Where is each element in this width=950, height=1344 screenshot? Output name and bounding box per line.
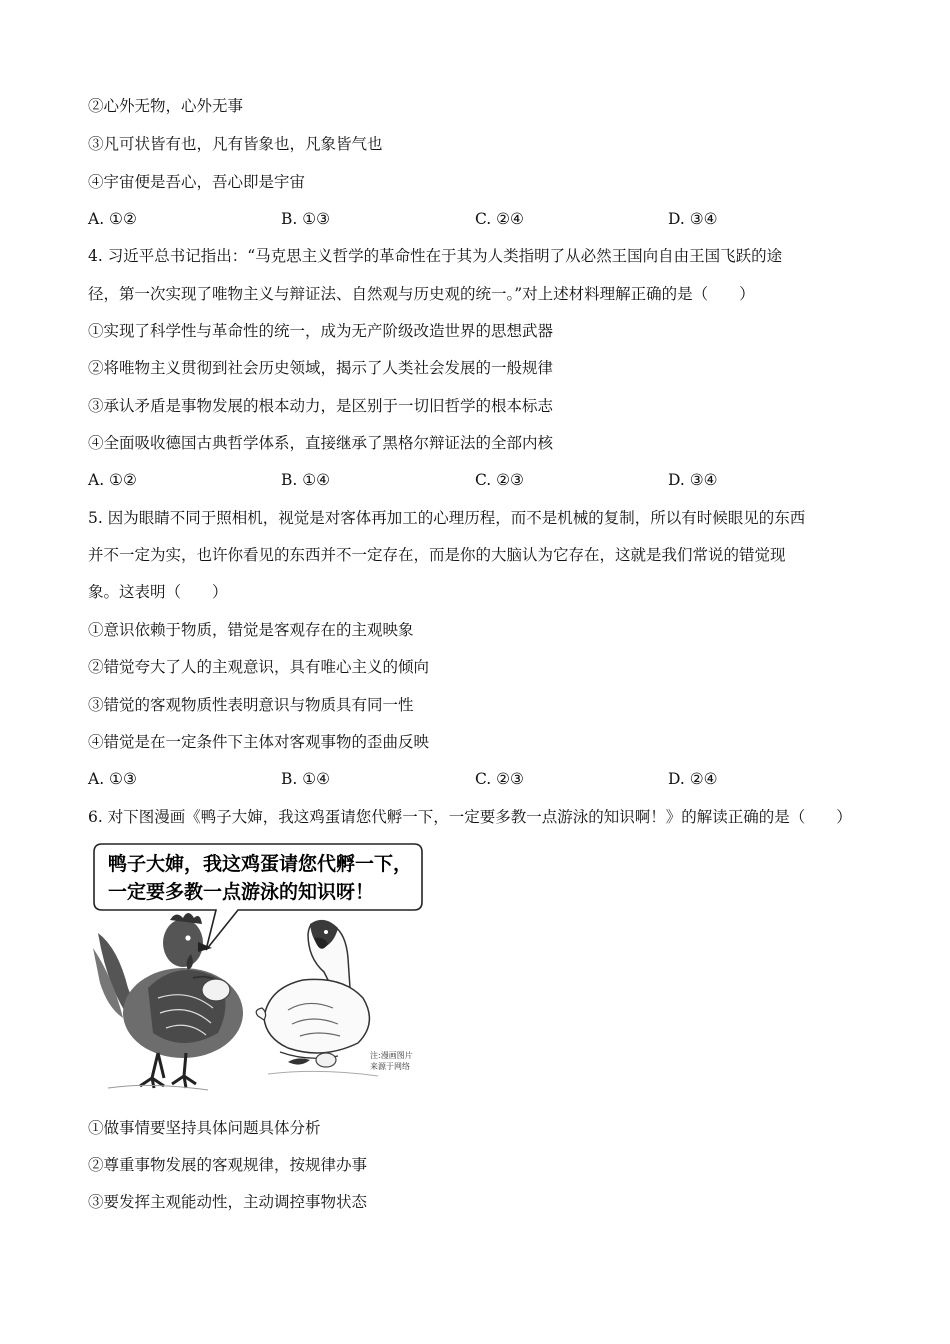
speech-line-1: 鸭子大婶，我这鸡蛋请您代孵一下， bbox=[108, 853, 413, 875]
q4-option-a[interactable]: A. ①② bbox=[88, 471, 137, 489]
q5-item-4: ④错觉是在一定条件下主体对客观事物的歪曲反映 bbox=[88, 733, 430, 751]
q4-option-b[interactable]: B. ①④ bbox=[281, 471, 331, 489]
q3-item-4: ④宇宙便是吾心，吾心即是宇宙 bbox=[88, 173, 306, 191]
q3-item-2: ②心外无物，心外无事 bbox=[88, 97, 244, 115]
q6-item-3: ③要发挥主观能动性，主动调控事物状态 bbox=[88, 1193, 368, 1211]
q3-option-c[interactable]: C. ②④ bbox=[475, 210, 524, 228]
cartoon-note-line-2: 来源于网络 bbox=[370, 1062, 410, 1071]
q4-item-4: ④全面吸收德国古典哲学体系，直接继承了黑格尔辩证法的全部内核 bbox=[88, 434, 554, 452]
q3-item-3: ③凡可状皆有也，凡有皆象也，凡象皆气也 bbox=[88, 135, 383, 153]
q4-item-3: ③承认矛盾是事物发展的根本动力，是区别于一切旧哲学的根本标志 bbox=[88, 397, 554, 415]
q6-item-1: ①做事情要坚持具体问题具体分析 bbox=[88, 1119, 321, 1137]
q4-option-d[interactable]: D. ③④ bbox=[668, 471, 718, 489]
q4-item-2: ②将唯物主义贯彻到社会历史领域，揭示了人类社会发展的一般规律 bbox=[88, 359, 554, 377]
q5-option-b[interactable]: B. ①④ bbox=[281, 770, 331, 788]
cartoon-note-line-1: 注:漫画图片 bbox=[370, 1051, 413, 1060]
q4-stem-line-2: 径，第一次实现了唯物主义与辩证法、自然观与历史观的统一。”对上述材料理解正确的是（ ） bbox=[88, 285, 755, 303]
duck-figure bbox=[256, 920, 378, 1076]
hen-figure bbox=[93, 913, 243, 1090]
q5-option-c[interactable]: C. ②③ bbox=[475, 770, 524, 788]
q5-option-a[interactable]: A. ①③ bbox=[88, 770, 137, 788]
q4-option-c[interactable]: C. ②③ bbox=[475, 471, 524, 489]
q5-item-2: ②错觉夸大了人的主观意识，具有唯心主义的倾向 bbox=[88, 658, 430, 676]
q6-item-2: ②尊重事物发展的客观规律，按规律办事 bbox=[88, 1156, 368, 1174]
speech-line-2: 一定要多教一点游泳的知识呀！ bbox=[108, 881, 375, 903]
q4-stem-line-1: 4. 习近平总书记指出：“马克思主义哲学的革命性在于其为人类指明了从必然王国向自由王国飞跃的途 bbox=[88, 247, 783, 265]
q3-option-d[interactable]: D. ③④ bbox=[668, 210, 718, 228]
q5-stem-line-1: 5. 因为眼睛不同于照相机，视觉是对客体再加工的心理历程，而不是机械的复制，所以有时候眼见的东西 bbox=[88, 509, 806, 527]
q5-stem-line-3: 象。这表明（ ） bbox=[88, 583, 228, 601]
q5-option-d[interactable]: D. ②④ bbox=[668, 770, 718, 788]
q6-stem: 6. 对下图漫画《鸭子大婶，我这鸡蛋请您代孵一下，一定要多教一点游泳的知识啊！》的解读正确的是（ ） bbox=[88, 808, 852, 826]
q5-item-3: ③错觉的客观物质性表明意识与物质具有同一性 bbox=[88, 696, 414, 714]
q3-options bbox=[88, 209, 848, 229]
q3-option-a[interactable]: A. ①② bbox=[88, 210, 137, 228]
q5-options bbox=[88, 769, 848, 789]
q5-stem-line-2: 并不一定为实，也许你看见的东西并不一定存在，而是你的大脑认为它存在，这就是我们常说的错觉现 bbox=[88, 546, 786, 564]
q4-options bbox=[88, 470, 848, 490]
cartoon-illustration bbox=[88, 838, 428, 1098]
q4-item-1: ①实现了科学性与革命性的统一，成为无产阶级改造世界的思想武器 bbox=[88, 322, 554, 340]
q5-item-1: ①意识依赖于物质，错觉是客观存在的主观映象 bbox=[88, 621, 414, 639]
q3-option-b[interactable]: B. ①③ bbox=[281, 210, 331, 228]
